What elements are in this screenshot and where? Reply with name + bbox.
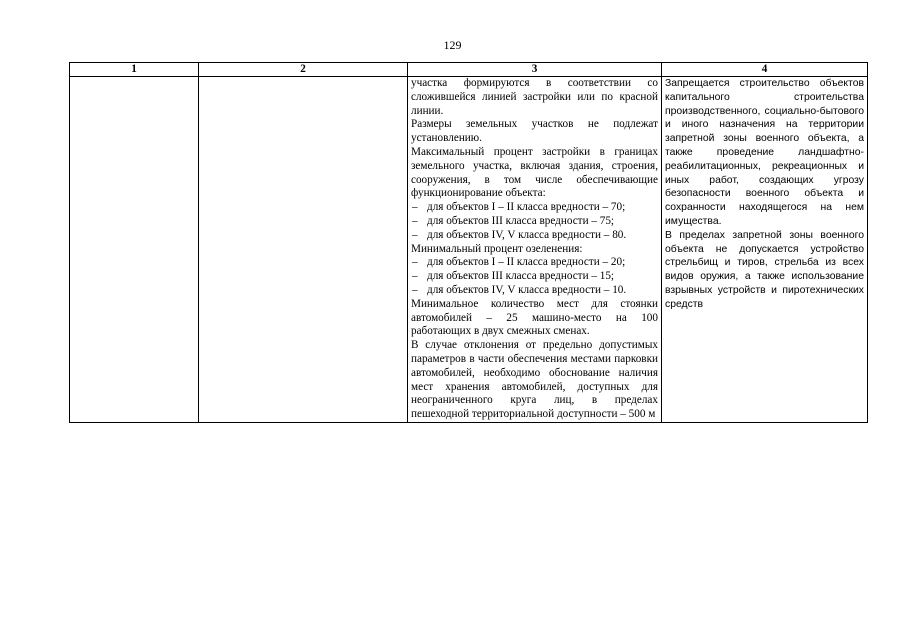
col4-paragraph-2: В пределах запретной зоны военного объекта не допускается устройство стрельбищ и тиров, стрельба из всех видов оружия, а также использование взрывных устройств и пиротехнических средств — [665, 229, 864, 310]
green-percent-list — [411, 256, 658, 297]
header-col-4: 4 — [662, 63, 868, 77]
page-number: 129 — [443, 38, 462, 52]
table-row — [70, 77, 868, 423]
header-col-3: 3 — [408, 63, 662, 77]
cell-col-1 — [70, 77, 199, 423]
cell-col-2 — [199, 77, 408, 423]
list-item: – для объектов III класса вредности – 15; — [411, 270, 658, 284]
build-percent-list — [411, 201, 658, 242]
header-col-1: 1 — [70, 63, 199, 77]
col3-paragraph-3: Максимальный процент застройки в границах земельного участка, включая здания, строения, сооружения, в том числе обеспечивающие функционирование объекта: — [411, 145, 658, 200]
col3-paragraph-1: участка формируются в соответствии со сложившейся линией застройки или по красной линии. — [411, 77, 658, 117]
col3-paragraph-4: Минимальный процент озеленения: — [411, 242, 583, 255]
list-item: – для объектов IV, V класса вредности – 80. — [411, 229, 658, 243]
col3-paragraph-5: Минимальное количество мест для стоянки автомобилей – 25 машино-место на 100 работающих в двух смежных сменах. — [411, 297, 658, 338]
list-item: – для объектов IV, V класса вредности – 10. — [411, 284, 658, 298]
list-item: – для объектов I – II класса вредности – 20; — [411, 256, 658, 270]
col4-paragraph-1: Запрещается строительство объектов капитального строительства производственного, социально-бытового и иного назначения на территории запретной зоны военного объекта, а также проведение ландшафтно-реабилитационных, рекреационных и иных работ, создающих угрозу безопасности военного объекта и сохранности находящегося на нем имущества. — [665, 78, 864, 227]
col3-paragraph-6: В случае отклонения от предельно допустимых параметров в части обеспечения местами парковки автомобилей, необходимо обоснование наличия мест хранения автомобилей, доступных для неограниченного круга лиц, в пределах пешеходной территориальной доступности – 500 м — [411, 339, 658, 421]
regulation-table — [69, 62, 868, 423]
header-row — [70, 63, 868, 77]
col3-paragraph-2: Размеры земельных участков не подлежат установлению. — [411, 118, 658, 145]
list-item: – для объектов I – II класса вредности – 70; — [411, 201, 658, 215]
list-item: – для объектов III класса вредности – 75; — [411, 215, 658, 229]
cell-col-4 — [662, 77, 868, 423]
header-col-2: 2 — [199, 63, 408, 77]
cell-col-3 — [408, 77, 662, 423]
